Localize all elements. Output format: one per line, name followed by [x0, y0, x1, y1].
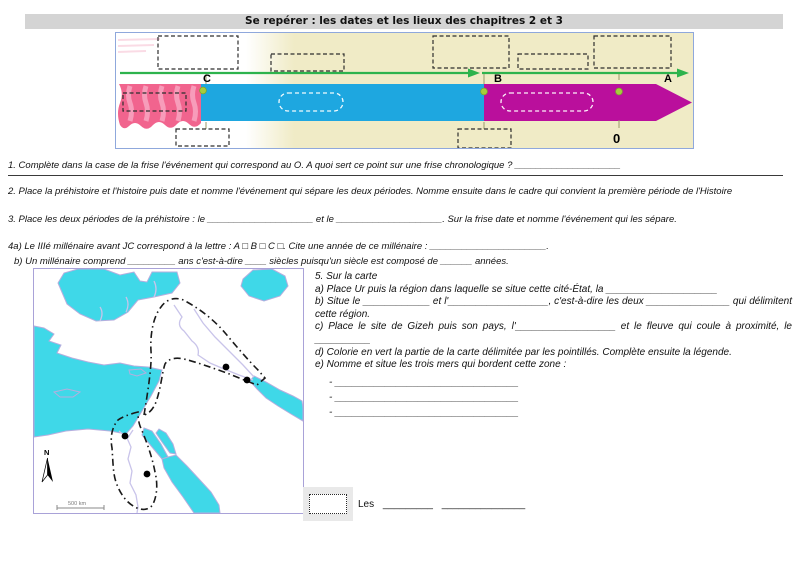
right-period-arrow-band	[484, 84, 692, 121]
question-5a: a) Place Ur puis la région dans laquelle se situe cette cité-État, la ____________________	[315, 283, 718, 295]
scale-label: 500 km	[68, 501, 87, 507]
legend-swatch-pad	[303, 487, 353, 521]
question-3: 3. Place les deux périodes de la préhistoire : le ____________________ et le ____________________. Sur la frise date et nomme l'événement qui les sépare.	[8, 213, 677, 225]
question-5e: e) Nomme et situe les trois mers qui bordent cette zone :	[315, 359, 567, 371]
map-legend	[303, 487, 531, 521]
legend-label: Les	[358, 499, 375, 510]
sea-answer-line-1[interactable]: - _________________________________	[329, 376, 519, 388]
legend-caption	[358, 499, 531, 510]
page-title: Se repérer : les dates et les lieux des chapitres 2 et 3	[25, 14, 783, 29]
legend-blank-1[interactable]: _________	[382, 499, 433, 510]
sea-answer-line-3[interactable]: - _________________________________	[329, 406, 519, 418]
sea-answer-list	[315, 375, 792, 420]
axis-label-b: B	[494, 73, 502, 85]
legend-blank-2[interactable]: _______________	[441, 499, 526, 510]
question-1: 1. Complète dans la case de la frise l'événement qui correspond au O. A quoi sert ce point sur une frise chronologique ? ____________________	[8, 159, 621, 171]
question-5-intro: 5. Sur la carte	[315, 271, 378, 282]
answer-line-q1[interactable]	[8, 163, 783, 176]
site-dot-nile-valley	[144, 471, 151, 478]
site-dot-mesopotamia-2	[244, 377, 251, 384]
axis-label-a: A	[664, 73, 672, 85]
question-5c: c) Place le site de Gizeh puis son pays, l'__________________ et le fleuve qui coule à proximité, le __________	[315, 321, 792, 345]
axis-label-zero: 0	[613, 131, 621, 146]
middle-east-map	[33, 268, 304, 514]
question-4b: b) Un millénaire comprend _________ ans c'est-à-dire ____ siècles puisqu'un siècle est composé de ______ années.	[14, 255, 509, 267]
north-label: N	[44, 448, 50, 457]
axis-label-c: C	[203, 73, 211, 85]
question-5-block	[315, 271, 792, 420]
timeline-frieze	[115, 32, 694, 149]
event-dot-zero	[616, 88, 623, 95]
question-2: 2. Place la préhistoire et l'histoire puis date et nomme l'événement qui sépare les deux périodes. Nomme ensuite dans le cadre qui convient la première période de l'Histoire	[8, 185, 733, 197]
legend-color-swatch[interactable]	[309, 494, 347, 514]
event-dot-c	[200, 87, 207, 94]
sea-answer-line-2[interactable]: - _________________________________	[329, 391, 519, 403]
question-5d: d) Colorie en vert la partie de la carte délimitée par les pointillés. Complète ensuite la légende.	[315, 346, 732, 358]
middle-period-band	[201, 84, 484, 121]
event-dot-b	[481, 88, 488, 95]
question-4a: 4a) Le IIIé millénaire avant JC correspond à la lettre : A □ B □ C □. Cite une année de ce millénaire : ______________________.	[8, 240, 549, 252]
site-dot-mesopotamia-1	[223, 364, 230, 371]
site-dot-nile-delta	[122, 433, 129, 440]
question-5b: b) Situe le ____________ et l'__________________, c'est-à-dire les deux _______________ qui délimitent cette région.	[315, 296, 792, 320]
